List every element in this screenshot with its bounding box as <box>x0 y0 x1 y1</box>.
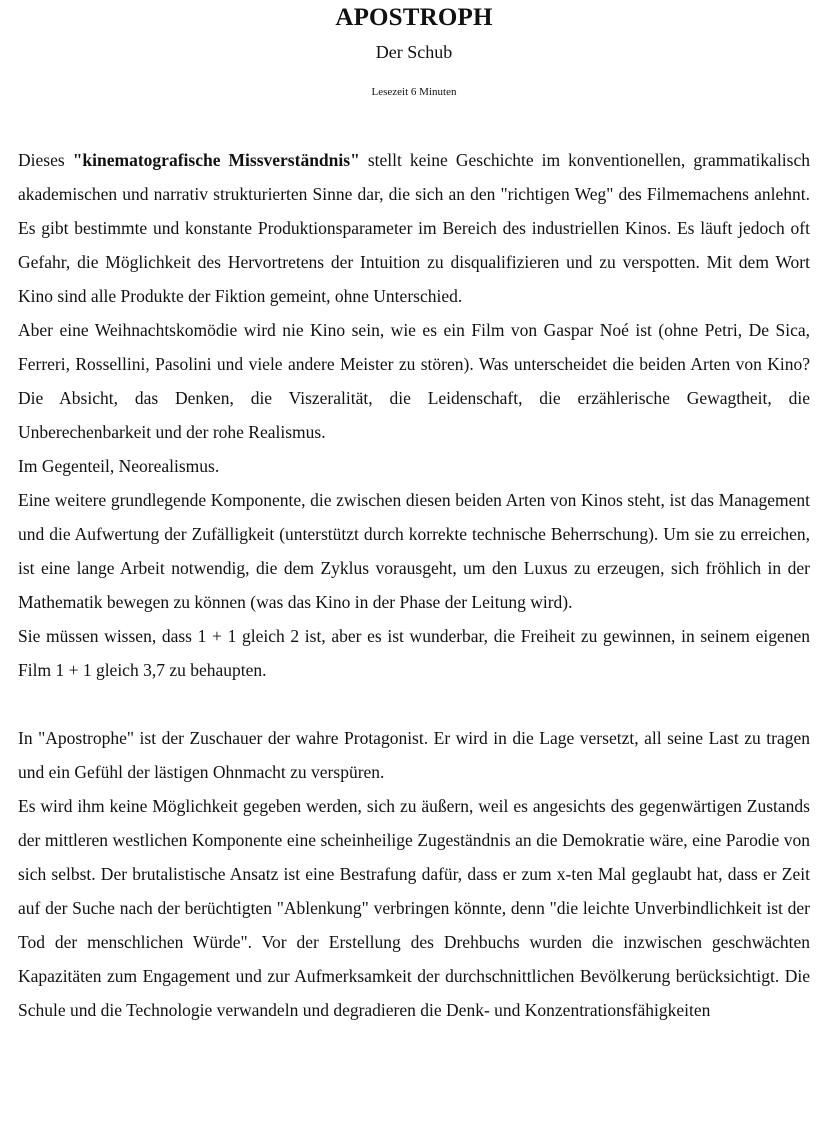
paragraph-6: In "Apostrophe" ist der Zuschauer der wahre Protagonist. Er wird in die Lage versetzt, all seine Last zu tragen und ein Gefühl der lästigen Ohnmacht zu verspüren. <box>18 728 810 782</box>
page-subtitle: Der Schub <box>375 42 453 62</box>
reading-time: Lesezeit 6 Minuten <box>371 86 457 98</box>
paragraph-1-lead: Dieses <box>18 150 73 170</box>
paragraph-1 <box>18 143 810 313</box>
paragraph-1-emphasis: "kinematografische Missverständnis" <box>72 150 360 170</box>
paragraph-5: Sie müssen wissen, dass 1 + 1 gleich 2 ist, aber es ist wunderbar, die Freiheit zu gewinnen, in seinem eigenen Film 1 + 1 gleich 3,7 zu behaupten. <box>18 626 810 680</box>
paragraph-4: Eine weitere grundlegende Komponente, die zwischen diesen beiden Arten von Kinos steht, ist das Management und die Aufwertung der Zufälligkeit (unterstützt durch korrekte technische Beherrschung). Um sie zu erreichen, ist eine lange Arbeit notwendig, die dem Zyklus vorausgeht, um den Luxus zu erzeugen, sich fröhlich in der Mathematik bewegen zu können (was das Kino in der Phase der Leitung wird). <box>18 490 810 612</box>
paragraph-3: Im Gegenteil, Neorealismus. <box>18 456 220 476</box>
paragraph-spacer <box>18 687 810 721</box>
page-title: APOSTROPH <box>335 4 493 31</box>
paragraph-1-rest: stellt keine Geschichte im konventionellen, grammatikalisch akademischen und narrativ strukturierten Sinne dar, die sich an den "richtigen Weg" des Filmemachens anlehnt. Es gibt bestimmte und konstante Produktionsparameter im Bereich des industriellen Kinos. Es läuft jedoch oft Gefahr, die Möglichkeit des Hervortretens der Intuition zu disqualifizieren und zu verspotten. Mit dem Wort Kino sind alle Produkte der Fiktion gemeint, ohne Unterschied. <box>18 150 810 306</box>
paragraph-2: Aber eine Weihnachtskomödie wird nie Kino sein, wie es ein Film von Gaspar Noé ist (ohne Petri, De Sica, Ferreri, Rossellini, Pasolini und viele andere Meister zu stören). Was unterscheidet die beiden Arten von Kino? Die Absicht, das Denken, die Viszeralität, die Leidenschaft, die erzählerische Gewagtheit, die Unberechenbarkeit und der rohe Realismus. <box>18 320 810 442</box>
article-body <box>18 143 810 1027</box>
paragraph-7: Es wird ihm keine Möglichkeit gegeben werden, sich zu äußern, weil es angesichts des gegenwärtigen Zustands der mittleren westlichen Komponente eine scheinheilige Zugeständnis an die Demokratie wäre, eine Parodie von sich selbst. Der brutalistische Ansatz ist eine Bestrafung dafür, dass er zum x-ten Mal geglaubt hat, dass er Zeit auf der Suche nach der berüchtigten "Ablenkung" verbringen könnte, denn "die leichte Unverbindlichkeit ist der Tod der menschlichen Würde". Vor der Erstellung des Drehbuchs wurden die inzwischen geschwächten Kapazitäten zum Engagement und zur Aufmerksamkeit der durchschnittlichen Bevölkerung berücksichtigt. Die Schule und die Technologie verwandeln und degradieren die Denk- und Konzentrationsfähigkeiten <box>18 796 810 1020</box>
